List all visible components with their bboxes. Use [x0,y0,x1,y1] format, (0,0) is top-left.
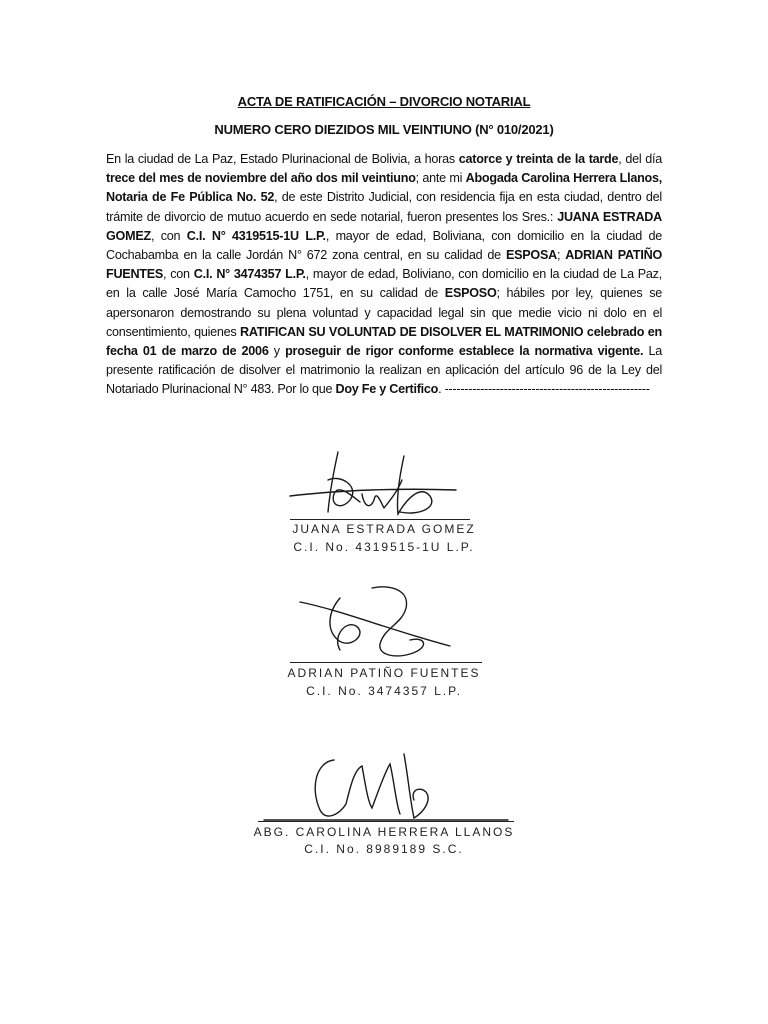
body-bold-segment: proseguir de rigor conforme establece la normativa vigente. [285,344,644,359]
body-text-segment: En la ciudad de La Paz, Estado Plurinacional de Bolivia, a horas [106,152,459,166]
body-text-segment: , con [150,228,187,243]
signer-id: C.I. No. 3474357 L.P. [306,684,462,698]
body-text-segment: , con [163,267,194,282]
body-bold-segment: catorce y treinta de la tarde [458,152,619,166]
body-text-segment: ; ante mi [415,171,466,186]
body-bold-segment: Abogada Carolina Herrera Llanos, Notaria de Fe Pública No. 52 [106,171,662,205]
signer-name: ABG. CAROLINA HERRERA LLANOS [253,825,515,839]
body-text-segment: y [268,344,286,359]
body-bold-segment: JUANA ESTRADA GOMEZ [106,209,662,243]
signature-line [290,519,470,520]
body-text-segment: , mayor de edad, Boliviano, con domicilio en la ciudad de La Paz, en la calle José María Camocho 1751, en su calidad de [106,267,662,301]
body-bold-segment: C.I. N° 4319515-1U L.P. [186,228,326,243]
signature-block-esposo [0,584,768,698]
signature-block-notaria [0,748,768,868]
body-text-segment: La presente ratificación de disolver el matrimonio la realizan en aplicación del artículo 96 de la Ley del Notariado Plurinacional N° 483. Por lo que [106,344,663,397]
body-bold-segment: C.I. N° 3474357 L.P. [193,267,306,282]
document-number: NUMERO CERO DIEZIDOS MIL VEINTIUNO (N° 010/2021) [214,122,554,137]
body-bold-segment: ESPOSO [444,286,497,301]
body-text-segment: ; hábiles por ley, quienes se apersonaron demostrando su plena voluntad y capacidad legal sin que medie vicio ni dolo en el consentimiento, quienes [106,286,663,339]
signature-line [258,821,514,822]
body-bold-segment: Doy Fe y Certifico [335,382,439,397]
signer-name: JUANA ESTRADA GOMEZ [292,522,476,536]
signature-mark [254,748,514,828]
signer-id: C.I. No. 4319515-1U L.P. [293,540,475,554]
body-bold-segment: trece del mes de noviembre del año dos mil veintiuno [106,171,416,186]
body-bold-segment: RATIFICAN SU VOLUNTAD DE DISOLVER EL MATRIMONIO celebrado en fecha 01 de marzo de 2006 [106,324,662,359]
body-text-segment: ; [556,248,566,263]
signature-mark [280,584,480,664]
signature-mark [280,450,480,522]
signature-block-esposa [0,450,768,560]
body-text-segment: . ---------------------------------------------------- [438,382,650,397]
body-text-segment: , de este Distrito Judicial, con residencia fija en esta ciudad, dentro del trámite de divorcio de mutuo acuerdo en sede notarial, fueron presentes los Sres.: [106,190,662,224]
signer-name: ADRIAN PATIÑO FUENTES [287,666,481,680]
body-bold-segment: ADRIAN PATIÑO FUENTES [106,248,662,282]
body-text-segment: , del día [618,152,662,166]
body-text-segment: , mayor de edad, Boliviana, con domicilio en la ciudad de Cochabamba en la calle Jordán N° 672 zona central, en su calidad de [106,228,662,263]
document-body [106,150,662,400]
signature-line [290,662,482,663]
body-bold-segment: ESPOSA [505,248,557,263]
signer-id: C.I. No. 8989189 S.C. [304,842,464,856]
document-title: ACTA DE RATIFICACIÓN – DIVORCIO NOTARIAL [237,94,531,109]
